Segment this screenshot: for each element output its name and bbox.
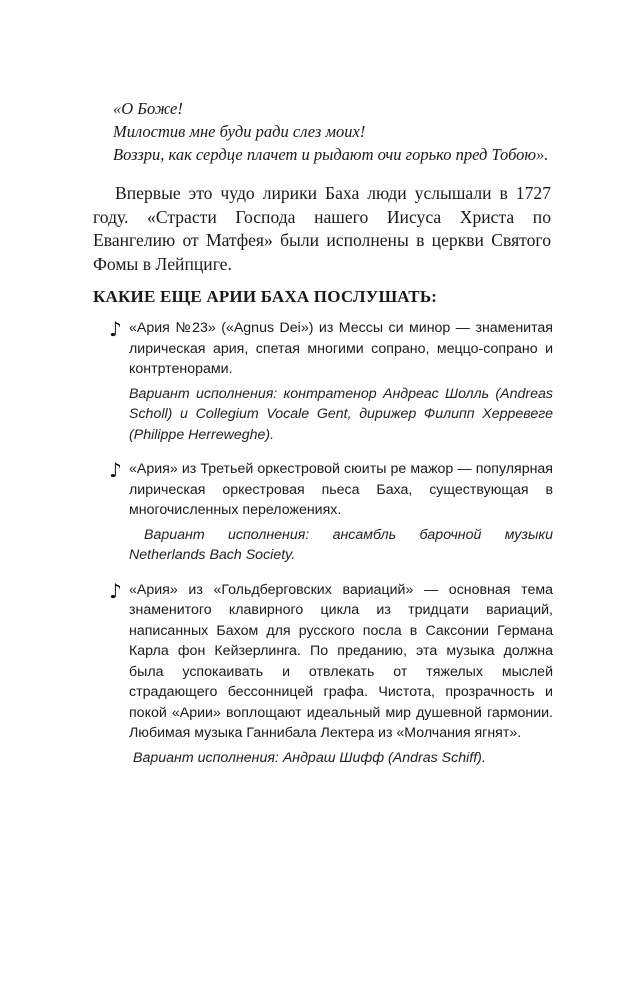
list-item [93,580,553,769]
list-item [93,459,553,566]
item-description: «Ария» из «Гольдберговских вариаций» — основная тема знаменитого клавирного цикла из тридцати вариаций, написанных Бахом для русского посла в Саксонии Германа Карла фон Кейзерлинга. По преданию, эта музыка должна была успокаивать и отвлекать от тяжелых мыслей страдающего бессонницей графа. Чистота, прозрачность и покой «Арии» воплощают идеальный мир душевной гармонии. Любимая музыка Ганнибала Лектера из «Молчания ягнят». [129,581,553,741]
performance-note: Вариант исполнения: контратенор Андреас Шолль (Andreas Scholl) и Collegium Vocale Gent, дирижер Филипп Херревеге (Philippe Herreweghe). [129,385,553,443]
poem-quote [113,97,553,166]
music-note-icon: ♪ [109,578,122,603]
poem-line: Милостив мне буди ради слез моих! [113,122,366,141]
poem-line: «О Боже! [113,99,183,118]
poem-line: Воззри, как сердце плачет и рыдают очи горько пред Тобою». [113,145,549,164]
arias-list [93,318,553,782]
item-description: «Ария №23» («Agnus Dei») из Мессы си минор — знаменитая лирическая ария, спетая многими сопрано, меццо-сопрано и контртенорами. [129,320,553,377]
section-heading: КАКИЕ ЕЩЕ АРИИ БАХА ПОСЛУШАТЬ: [93,287,438,306]
list-item [93,318,553,445]
performance-note: Вариант исполнения: ансамбль барочной музыки Netherlands Bach Society. [129,526,553,563]
music-note-icon: ♪ [109,458,122,482]
intro-paragraph: Впервые это чудо лирики Баха люди услышали в 1727 году. «Страсти Господа нашего Иисуса Христа по Евангелию от Матфея» были исполнены в церкви Святого Фомы в Лейпциге. [93,183,551,274]
item-description: «Ария» из Третьей оркестровой сюиты ре мажор — популярная лирическая оркестровая пьеса Баха, существующая в многочисленных переложениях. [129,461,553,518]
music-note-icon: ♪ [109,317,122,341]
performance-note: Вариант исполнения: Андраш Шифф (Andras Schiff). [133,749,486,766]
